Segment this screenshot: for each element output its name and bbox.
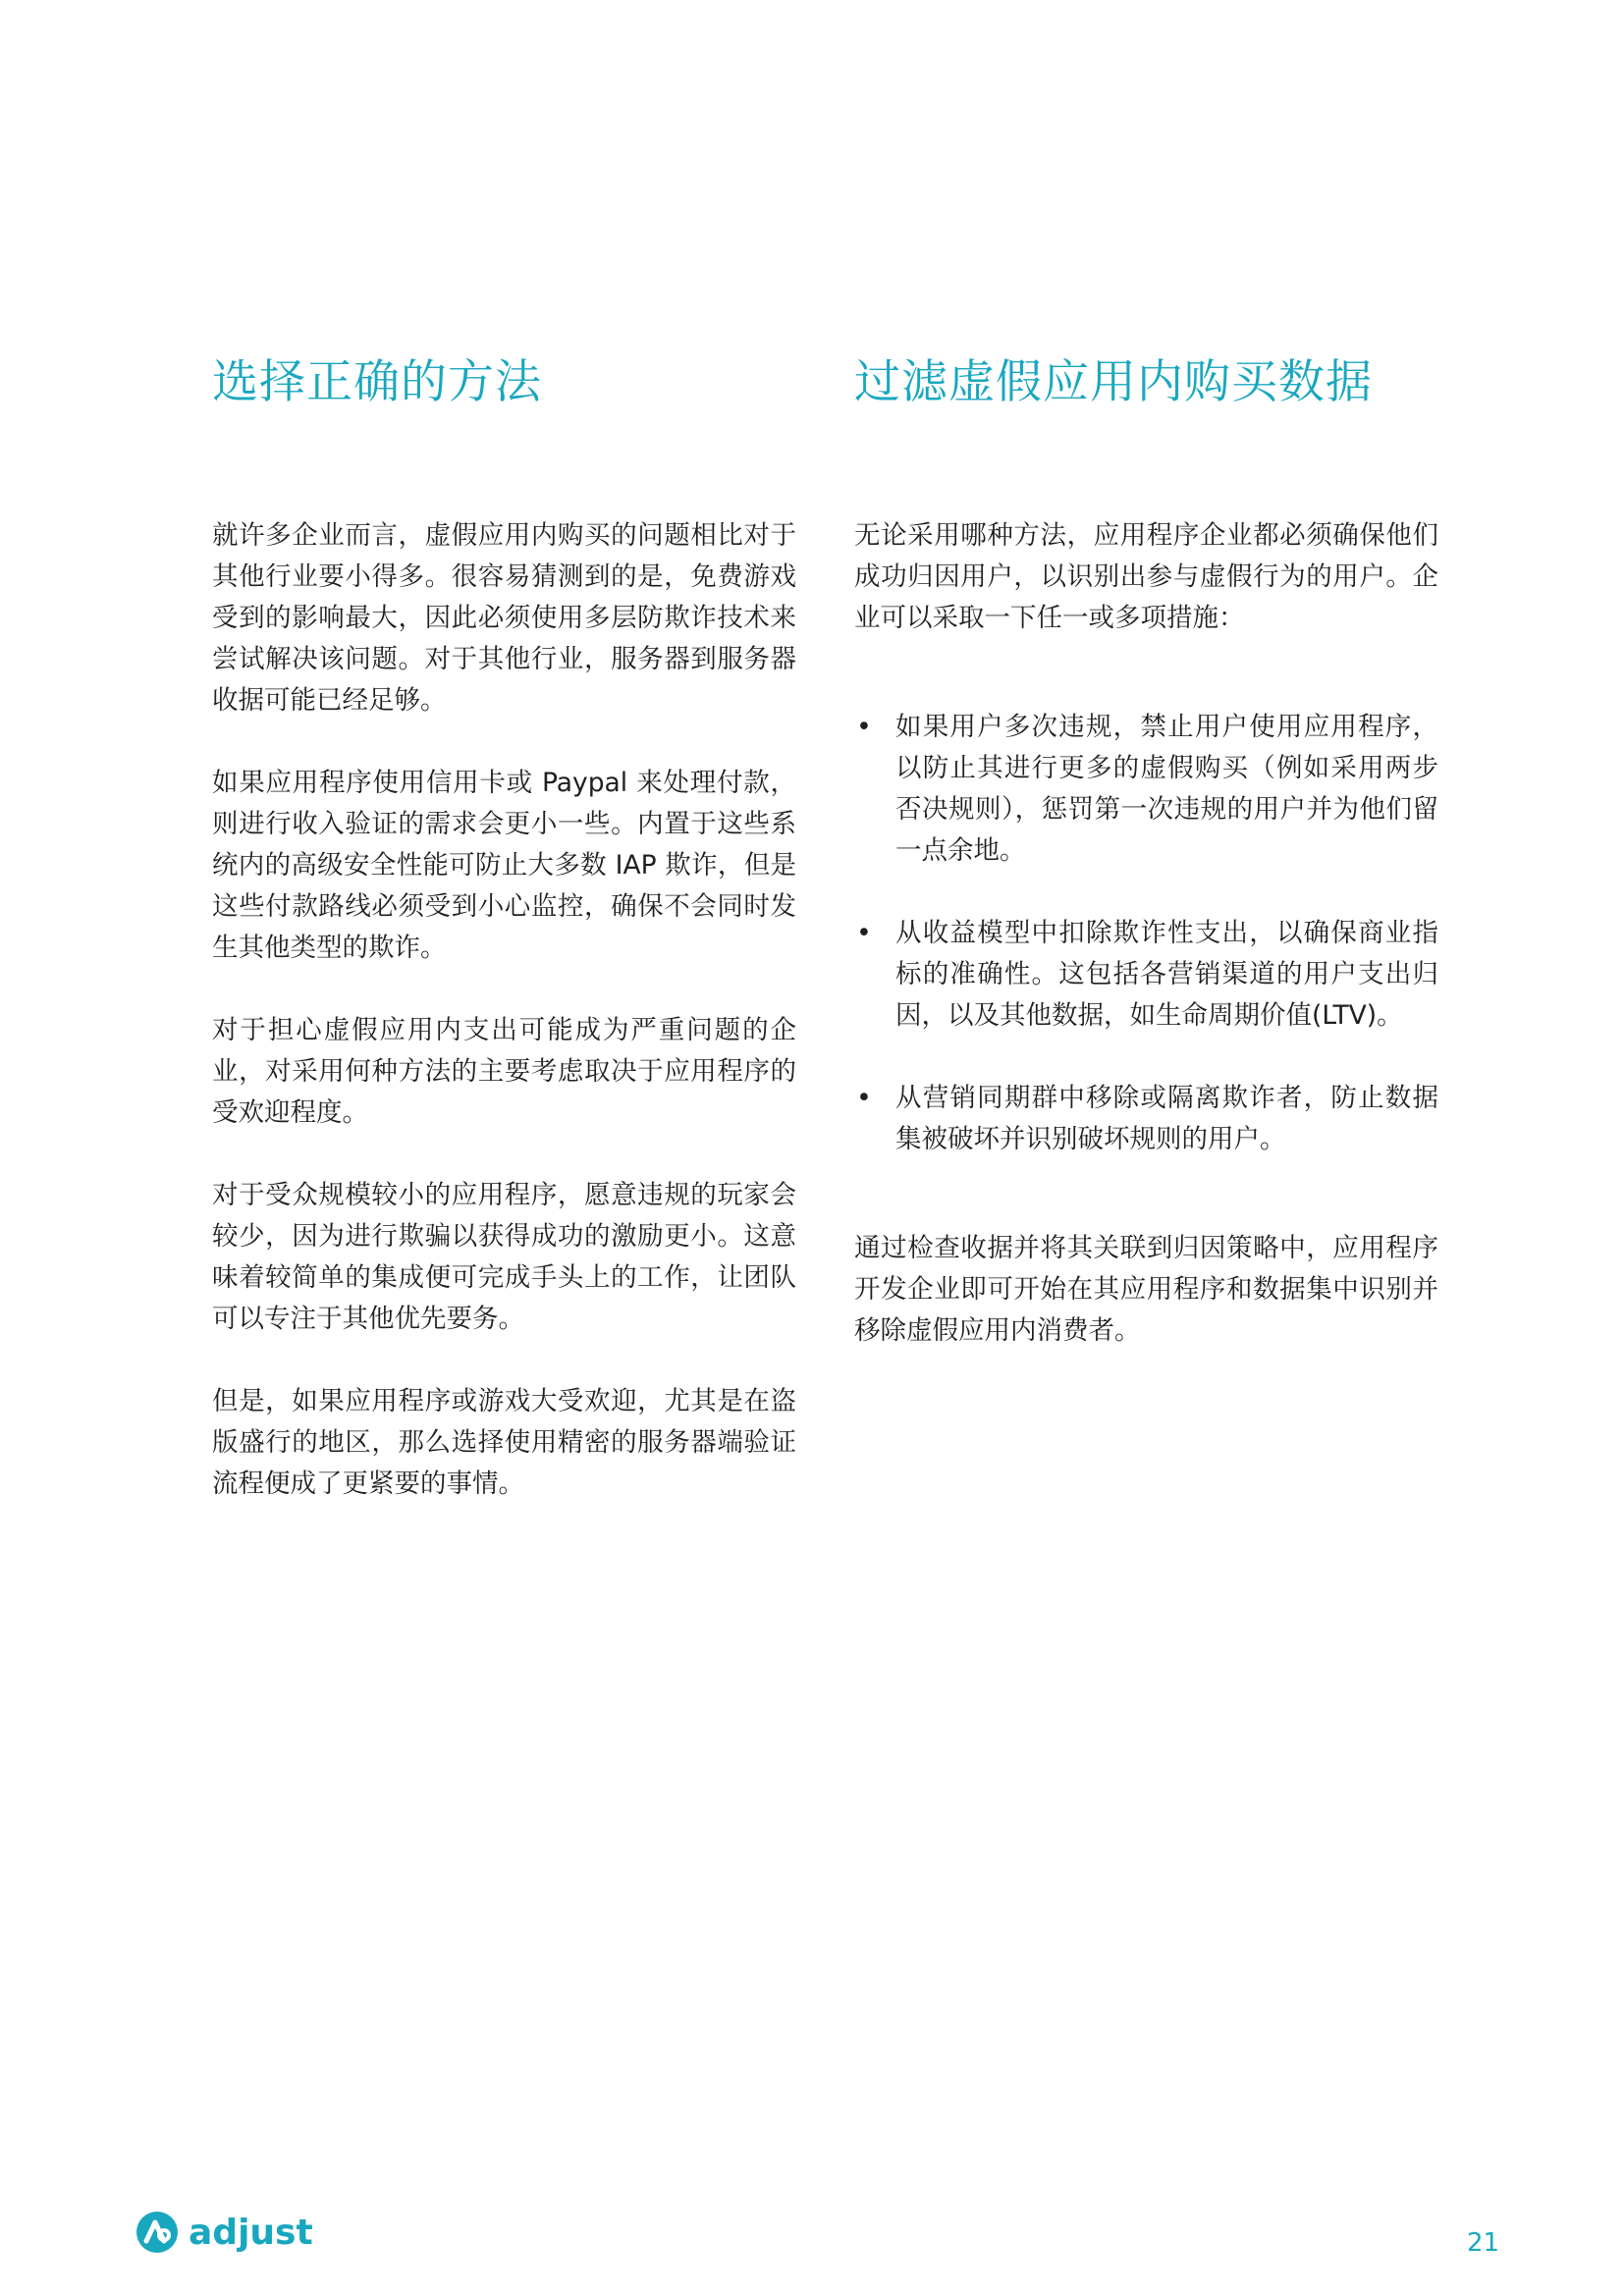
left-paragraph-3: 对于担心虚假应用内支出可能成为严重问题的企业，对采用何种方法的主要考虑取决于应用程序的受欢迎程度。 [212, 1015, 796, 1128]
left-paragraph-4: 对于受众规模较小的应用程序，愿意违规的玩家会较少，因为进行欺骗以获得成功的激励更小。这意味着较简单的集成便可完成手头上的工作，让团队可以专注于其他优先要务。 [212, 1180, 796, 1334]
left-paragraph-2: 如果应用程序使用信用卡或 Paypal 来处理付款，则进行收入验证的需求会更小一些。内置于这些系统内的高级安全性能可防止大多数 IAP 欺诈，但是这些付款路线必须受到小心监控，确保不会同时发生其他类型的欺诈。 [212, 768, 796, 963]
bullet-icon: • [856, 918, 872, 948]
left-paragraph-1: 就许多企业而言，虚假应用内购买的问题相比对于其他行业要小得多。很容易猜测到的是，免费游戏受到的影响最大，因此必须使用多层防欺诈技术来尝试解决该问题。对于其他行业，服务器到服务器收据可能已经足够。 [212, 520, 796, 716]
left-column [212, 353, 796, 1546]
bullet-icon: • [856, 1083, 872, 1113]
adjust-logo-icon [134, 2209, 181, 2256]
page-number: 21 [1467, 2228, 1500, 2258]
list-item-text: 从收益模型中扣除欺诈性支出，以确保商业指标的准确性。这包括各营销渠道的用户支出归因，以及其他数据，如生命周期价值(LTV)。 [895, 918, 1438, 1031]
right-intro: 无论采用哪种方法，应用程序企业都必须确保他们成功归因用户，以识别出参与虚假行为的用户。企业可以采取一下任一或多项措施： [854, 520, 1438, 633]
logo-text: adjust [189, 2212, 313, 2253]
left-paragraph-5: 但是，如果应用程序或游戏大受欢迎，尤其是在盗版盛行的地区，那么选择使用精密的服务器端验证流程便成了更紧要的事情。 [212, 1386, 796, 1499]
right-closing-paragraph: 通过检查收据并将其关联到归因策略中，应用程序开发企业即可开始在其应用程序和数据集中识别并移除虚假应用内消费者。 [854, 1233, 1438, 1346]
list-item [854, 707, 1438, 872]
right-column [854, 353, 1438, 1393]
list-item [854, 1078, 1438, 1160]
list-item [854, 913, 1438, 1037]
right-heading: 过滤虚假应用内购买数据 [854, 355, 1373, 409]
adjust-logo [134, 2209, 313, 2256]
list-item-text: 从营销同期群中移除或隔离欺诈者，防止数据集被破坏并识别破坏规则的用户。 [895, 1083, 1438, 1154]
list-item-text: 如果用户多次违规，禁止用户使用应用程序，以防止其进行更多的虚假购买（例如采用两步否决规则），惩罚第一次违规的用户并为他们留一点余地。 [895, 712, 1438, 866]
bullet-icon: • [856, 712, 872, 742]
left-heading: 选择正确的方法 [212, 355, 542, 409]
measures-list [854, 707, 1438, 1160]
